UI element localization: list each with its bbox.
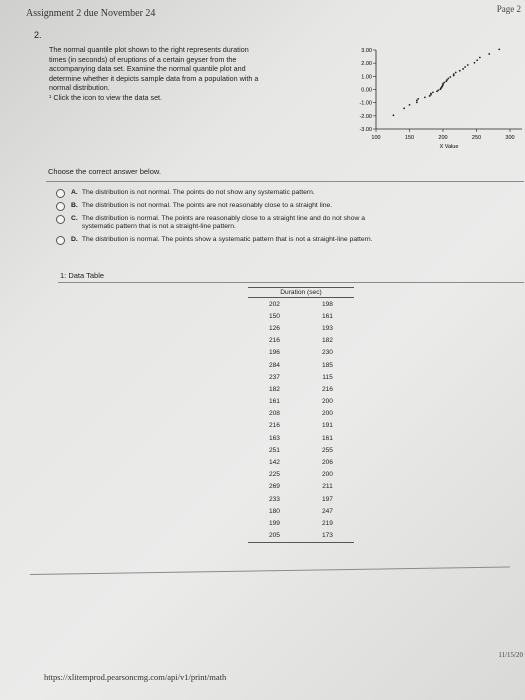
- x-tick-label: 250: [471, 135, 482, 141]
- data-set-link[interactable]: ¹ Click the icon to view the data set.: [49, 92, 163, 102]
- table-cell: 173: [301, 530, 354, 543]
- option-text: The distribution is not normal. The points are not reasonably close to a straight line.: [81, 202, 333, 209]
- table-row: [248, 408, 354, 420]
- table-cell: 216: [321, 385, 333, 393]
- table-row: [248, 383, 354, 395]
- data-point: [453, 73, 455, 75]
- table-cell: 200: [321, 398, 333, 406]
- data-point: [498, 48, 500, 50]
- data-point: [409, 104, 411, 106]
- data-point: [462, 68, 464, 70]
- data-point: [430, 93, 432, 95]
- table-row: [248, 469, 354, 481]
- divider: [46, 181, 524, 182]
- table-cell: 219: [321, 519, 333, 527]
- data-point: [432, 91, 434, 93]
- table-cell: 185: [321, 361, 333, 369]
- assignment-title: Assignment 2 due November 24: [26, 8, 156, 19]
- data-point: [446, 79, 448, 81]
- data-point: [455, 72, 457, 74]
- data-point: [403, 107, 405, 109]
- data-table-title: 1: Data Table: [60, 271, 105, 280]
- option-d[interactable]: [56, 236, 496, 245]
- table-row: [248, 493, 354, 505]
- table-cell: 150: [268, 312, 280, 320]
- data-point: [417, 98, 419, 100]
- normal-quantile-plot: [332, 44, 525, 156]
- option-letter: A.: [71, 189, 78, 196]
- divider: [58, 282, 524, 283]
- data-points: [393, 48, 501, 116]
- table-cell: 193: [321, 324, 333, 332]
- radio-icon[interactable]: [56, 236, 65, 245]
- x-tick-label: 150: [404, 135, 415, 141]
- table-cell: 198: [321, 300, 333, 308]
- table-cell: 161: [268, 398, 280, 406]
- data-point: [443, 82, 445, 84]
- data-point: [449, 76, 451, 78]
- table-row: [248, 310, 354, 322]
- divider: [30, 566, 510, 575]
- option-text: The distribution is normal. The points are reasonably close to a straight line and do not show a systematic pattern that is not a straight-line pattern.: [81, 215, 366, 231]
- answer-options: [56, 189, 496, 249]
- prompt-line: normal distribution.: [49, 83, 110, 92]
- data-point: [447, 78, 449, 80]
- table-row: [248, 481, 354, 493]
- x-tick-label: 200: [438, 135, 448, 141]
- data-point: [459, 70, 461, 72]
- table-row: [248, 347, 354, 359]
- table-cell: 206: [321, 459, 333, 467]
- table-cell: 180: [268, 507, 280, 515]
- option-b[interactable]: [56, 202, 496, 211]
- option-letter: C.: [71, 215, 78, 222]
- y-tick-label: 1.00: [361, 74, 372, 81]
- data-point: [488, 53, 490, 55]
- radio-icon[interactable]: [56, 202, 65, 211]
- data-table: [248, 287, 354, 543]
- y-tick-label: -2.00: [359, 113, 372, 120]
- table-cell: 211: [322, 483, 333, 491]
- page-number: Page 2: [496, 4, 521, 14]
- question-number: 2.: [34, 30, 42, 40]
- table-cell: 230: [321, 349, 333, 357]
- table-cell: 247: [321, 507, 333, 515]
- table-row: [248, 322, 354, 334]
- y-axis: [359, 48, 376, 133]
- table-cell: 205: [248, 530, 301, 543]
- table-row: [248, 396, 354, 408]
- table-row: [248, 530, 354, 543]
- option-a[interactable]: [56, 189, 496, 198]
- table-row: [248, 505, 354, 517]
- table-row: [248, 517, 354, 529]
- y-tick-label: 3.00: [361, 48, 372, 54]
- table-cell: 196: [268, 349, 280, 357]
- table-body: [248, 298, 354, 543]
- data-point: [424, 97, 426, 99]
- x-axis: [371, 129, 514, 141]
- table-cell: 191: [321, 422, 333, 430]
- data-point: [437, 89, 439, 91]
- table-cell: 202: [268, 300, 280, 308]
- table-cell: 115: [322, 373, 333, 381]
- table-row: [248, 335, 354, 347]
- x-tick-label: 300: [505, 135, 515, 141]
- table-cell: 126: [268, 324, 280, 332]
- option-letter: D.: [71, 235, 78, 243]
- answer-prompt: Choose the correct answer below.: [48, 167, 161, 176]
- data-point: [474, 62, 476, 64]
- question-prompt: [49, 45, 319, 102]
- x-axis-label: X Value: [439, 144, 459, 150]
- table-row: [248, 444, 354, 456]
- table-cell: 199: [268, 519, 280, 527]
- radio-icon[interactable]: [56, 189, 65, 198]
- table-cell: 200: [321, 471, 333, 479]
- table-cell: 208: [268, 410, 280, 418]
- table-cell: 269: [268, 483, 280, 491]
- table-cell: 255: [321, 446, 333, 454]
- prompt-line: times (in seconds) of eruptions of a certain geyser from the: [49, 54, 237, 64]
- y-tick-label: 2.00: [361, 61, 372, 68]
- x-tick-label: 100: [371, 135, 381, 141]
- table-cell: 251: [268, 446, 280, 454]
- table-cell: 182: [268, 385, 280, 393]
- option-text: The distribution is not normal. The points do not show any systematic pattern.: [81, 189, 315, 196]
- table-cell: 225: [268, 471, 280, 479]
- table-cell: 182: [321, 337, 333, 345]
- data-point: [429, 95, 431, 97]
- y-tick-label: -1.00: [359, 100, 372, 107]
- table-cell: 163: [268, 434, 280, 442]
- table-row: [248, 359, 354, 371]
- table-cell: 237: [268, 373, 280, 381]
- y-tick-label: -3.00: [359, 127, 372, 133]
- table-row: [248, 420, 354, 432]
- option-text: The distribution is normal. The points show a systematic pattern that is not a straight-line pattern.: [81, 235, 373, 243]
- table-cell: 216: [268, 337, 280, 345]
- table-cell: 284: [268, 361, 280, 369]
- data-point: [416, 100, 418, 102]
- table-cell: 233: [268, 495, 280, 503]
- data-point: [479, 57, 481, 59]
- radio-icon[interactable]: [56, 215, 65, 224]
- table-cell: 161: [321, 434, 333, 442]
- prompt-line: accompanying data set. Examine the normal quantile plot and: [49, 64, 246, 73]
- data-point: [467, 64, 469, 66]
- table-row: [248, 432, 354, 444]
- table-cell: 142: [268, 459, 280, 467]
- table-row: [248, 456, 354, 468]
- y-tick-label: 0.00: [361, 87, 372, 94]
- prompt-line: The normal quantile plot shown to the right represents duration: [49, 45, 249, 54]
- data-point: [393, 114, 395, 116]
- table-cell: 161: [321, 312, 333, 320]
- table-cell: 216: [268, 422, 280, 430]
- table-header: Duration (sec): [248, 288, 354, 298]
- data-point: [464, 66, 466, 68]
- footer-url: https://xlitemprod.pearsoncmg.com/api/v1/print/math: [44, 672, 227, 682]
- table-row: [248, 371, 354, 383]
- table-cell: 197: [321, 495, 333, 503]
- data-point: [476, 59, 478, 61]
- data-point: [416, 102, 418, 104]
- table-row: [248, 298, 354, 311]
- option-letter: B.: [71, 202, 78, 209]
- prompt-line: determine whether it depicts sample data from a population with a: [49, 73, 259, 83]
- option-c[interactable]: [56, 215, 496, 232]
- data-point: [442, 83, 444, 85]
- table-cell: 200: [321, 410, 333, 418]
- print-date: 11/15/20: [498, 651, 523, 659]
